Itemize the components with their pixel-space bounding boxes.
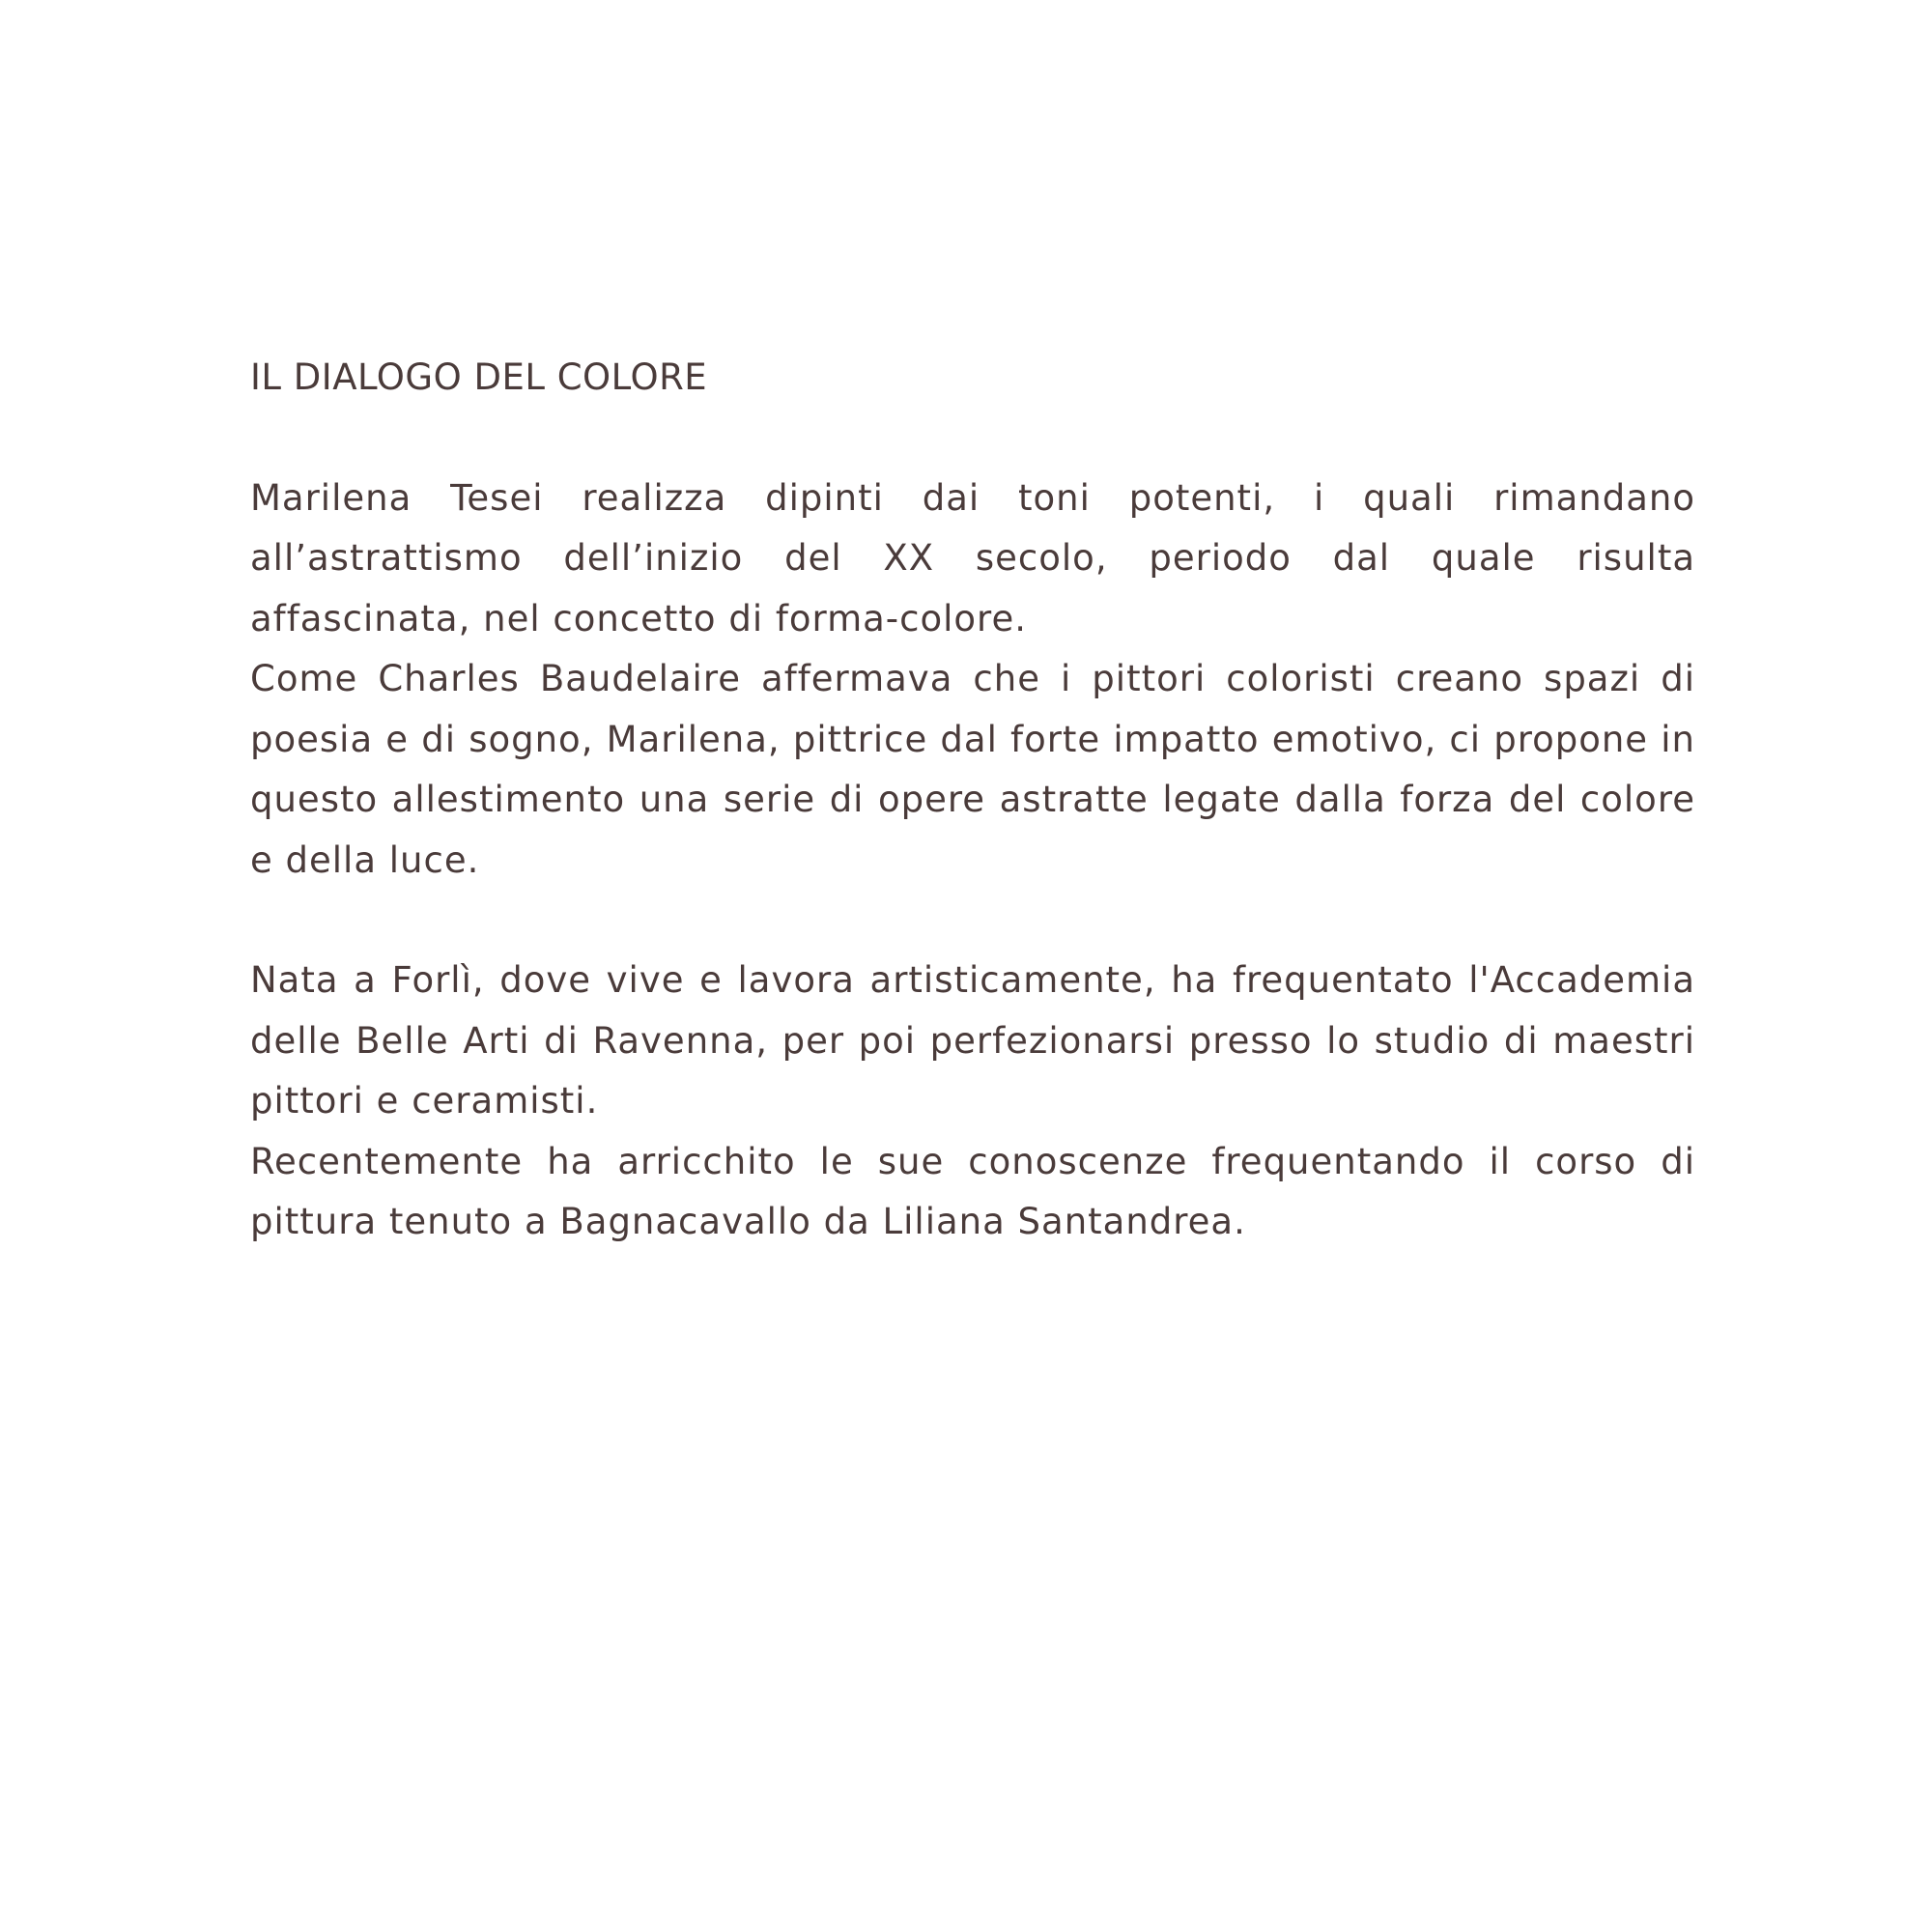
paragraph: Come Charles Baudelaire affermava che i pittori coloristi creano spazi di poesia e di sogno, Marilena, pittrice dal forte impatto emotivo, ci propone in questo allestimento una serie di opere astratte legate dalla forza del colore e della luce. bbox=[250, 658, 1695, 881]
biography-section-intro bbox=[250, 469, 1695, 892]
paragraph: Recentemente ha arricchito le sue conoscenze frequentando il corso di pittura tenuto a Bagnacavallo da Liliana Santandrea. bbox=[250, 1140, 1695, 1242]
text-block bbox=[250, 348, 1695, 1313]
paragraph: Nata a Forlì, dove vive e lavora artisticamente, ha frequentato l'Accademia delle Belle Arti di Ravenna, per poi perfezionarsi presso lo studio di maestri pittori e ceramisti. bbox=[250, 959, 1695, 1122]
page-title: IL DIALOGO DEL COLORE bbox=[250, 356, 708, 398]
paragraph: Marilena Tesei realizza dipinti dai toni potenti, i quali rimandano all’astrattismo dell’inizio del XX secolo, periodo dal quale risulta affascinata, nel concetto di forma-colore. bbox=[250, 476, 1695, 639]
biography-section-background bbox=[250, 951, 1695, 1253]
